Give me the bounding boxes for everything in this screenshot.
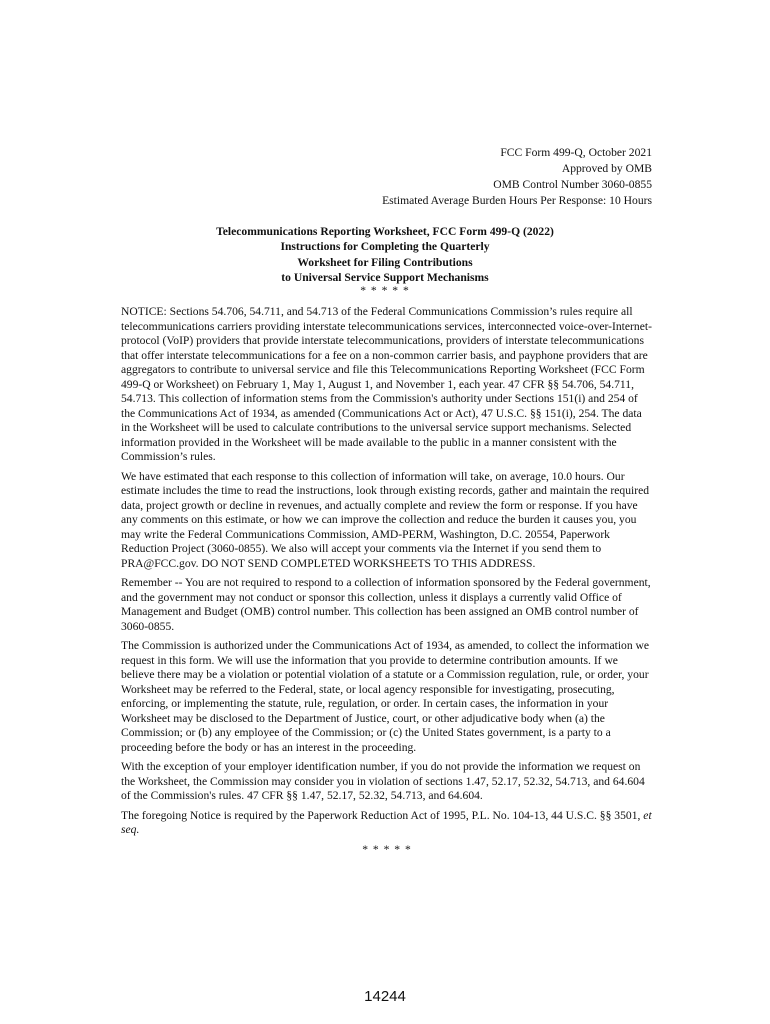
title-line-1: Telecommunications Reporting Worksheet, FCC Form 499-Q (2022) (216, 225, 554, 238)
document-title (0, 224, 770, 297)
title-separator: * * * * * (360, 284, 410, 298)
title-line-4: to Universal Service Support Mechanisms (281, 270, 489, 284)
title-line-3: Worksheet for Filing Contributions (297, 255, 473, 269)
et-seq-text: et seq. (121, 808, 652, 836)
form-header (292, 145, 652, 209)
omb-control-number-line: OMB Control Number 3060-0855 (493, 178, 652, 191)
paperwork-act-text: The foregoing Notice is required by the Paperwork Reduction Act of 1995, P.L. No. 104-13, 44 U.S.C. §§ 3501, (121, 808, 644, 822)
ein-exception-paragraph: With the exception of your employer identification number, if you do not provide the information we request on the Worksheet, the Commission may consider you in violation of sections 1.47, 52.17, 52.32, 54.713, and 64.604 of the Commission's rules. 47 CFR §§ 1.47, 52.17, 52.32, 54.713, and 64.604. (121, 760, 645, 802)
notice-body (121, 305, 653, 862)
authority-paragraph: The Commission is authorized under the Communications Act of 1934, as amended, to collect the information we request in this form. We will use the information that you provide to determine contribution amounts. If we believe there may be a violation or potential violation of a statute or a Commission regulation, rule, or order, your Worksheet may be referred to the Federal, state, or local agency responsible for investigating, prosecuting, enforcing, or implementing the statute, rule, regulation, or order. In certain cases, the information in your Worksheet may be disclosed to the Department of Justice, court, or other adjudicative body when (a) the Commission; or (b) any employee of the Commission; or (c) the United States government, is a party to a proceeding before the body or has an interest in the proceeding. (121, 639, 650, 754)
paperwork-act-paragraph (121, 809, 653, 838)
burden-hours-line: Estimated Average Burden Hours Per Response: 10 Hours (382, 194, 652, 207)
omb-approval-line: Approved by OMB (561, 162, 652, 175)
burden-estimate-paragraph: We have estimated that each response to this collection of information will take, on average, 10.0 hours. Our estimate includes the time to read the instructions, look through existing records, gather and maintain the required data, project growth or decline in revenues, and actually complete and review the form or response. If you have any comments on this estimate, or how we can improve the collection and reduce the burden it causes you, you may write the Federal Communications Commission, AMD-PERM, Washington, D.C. 20554, Paperwork Reduction Project (3060-0855). We also will accept your comments via the Internet if you send them to PRA@FCC.gov. DO NOT SEND COMPLETED WORKSHEETS TO THIS ADDRESS. (121, 469, 650, 570)
end-separator: * * * * * (362, 842, 412, 856)
form-version-line: FCC Form 499-Q, October 2021 (500, 146, 652, 159)
title-line-2: Instructions for Completing the Quarterly (280, 240, 490, 254)
page-number: 14244 (364, 988, 406, 1005)
notice-paragraph: NOTICE: Sections 54.706, 54.711, and 54.713 of the Federal Communications Commission’s rules require all telecommunications carriers providing interstate telecommunications services, interconnected voice-over-Internet-protocol (VoIP) providers that provide interstate telecommunications, providers of interstate telecommunications that offer interstate telecommunications for a fee on a non-common carrier basis, and payphone providers that are aggregators to contribute to universal service and file this Telecommunications Reporting Worksheet (FCC Form 499-Q or Worksheet) on February 1, May 1, August 1, and November 1, each year. 47 CFR §§ 54.706, 54.711, 54.713. This collection of information stems from the Commission's authority under Sections 151(i) and 254 of the Communications Act of 1934, as amended (Communications Act or Act), 47 U.S.C. §§ 151(i), 254. The data in the Worksheet will be used to calculate contributions to the universal service support mechanisms. Selected information provided in the Worksheet will be made available to the public in a manner consistent with the Commission’s rules. (121, 305, 652, 463)
omb-remember-paragraph: Remember -- You are not required to respond to a collection of information sponsored by the Federal government, and the government may not conduct or sponsor this collection, unless it displays a currently valid Office of Management and Budget (OMB) control number. This collection has been assigned an OMB control number of 3060-0855. (121, 576, 651, 633)
